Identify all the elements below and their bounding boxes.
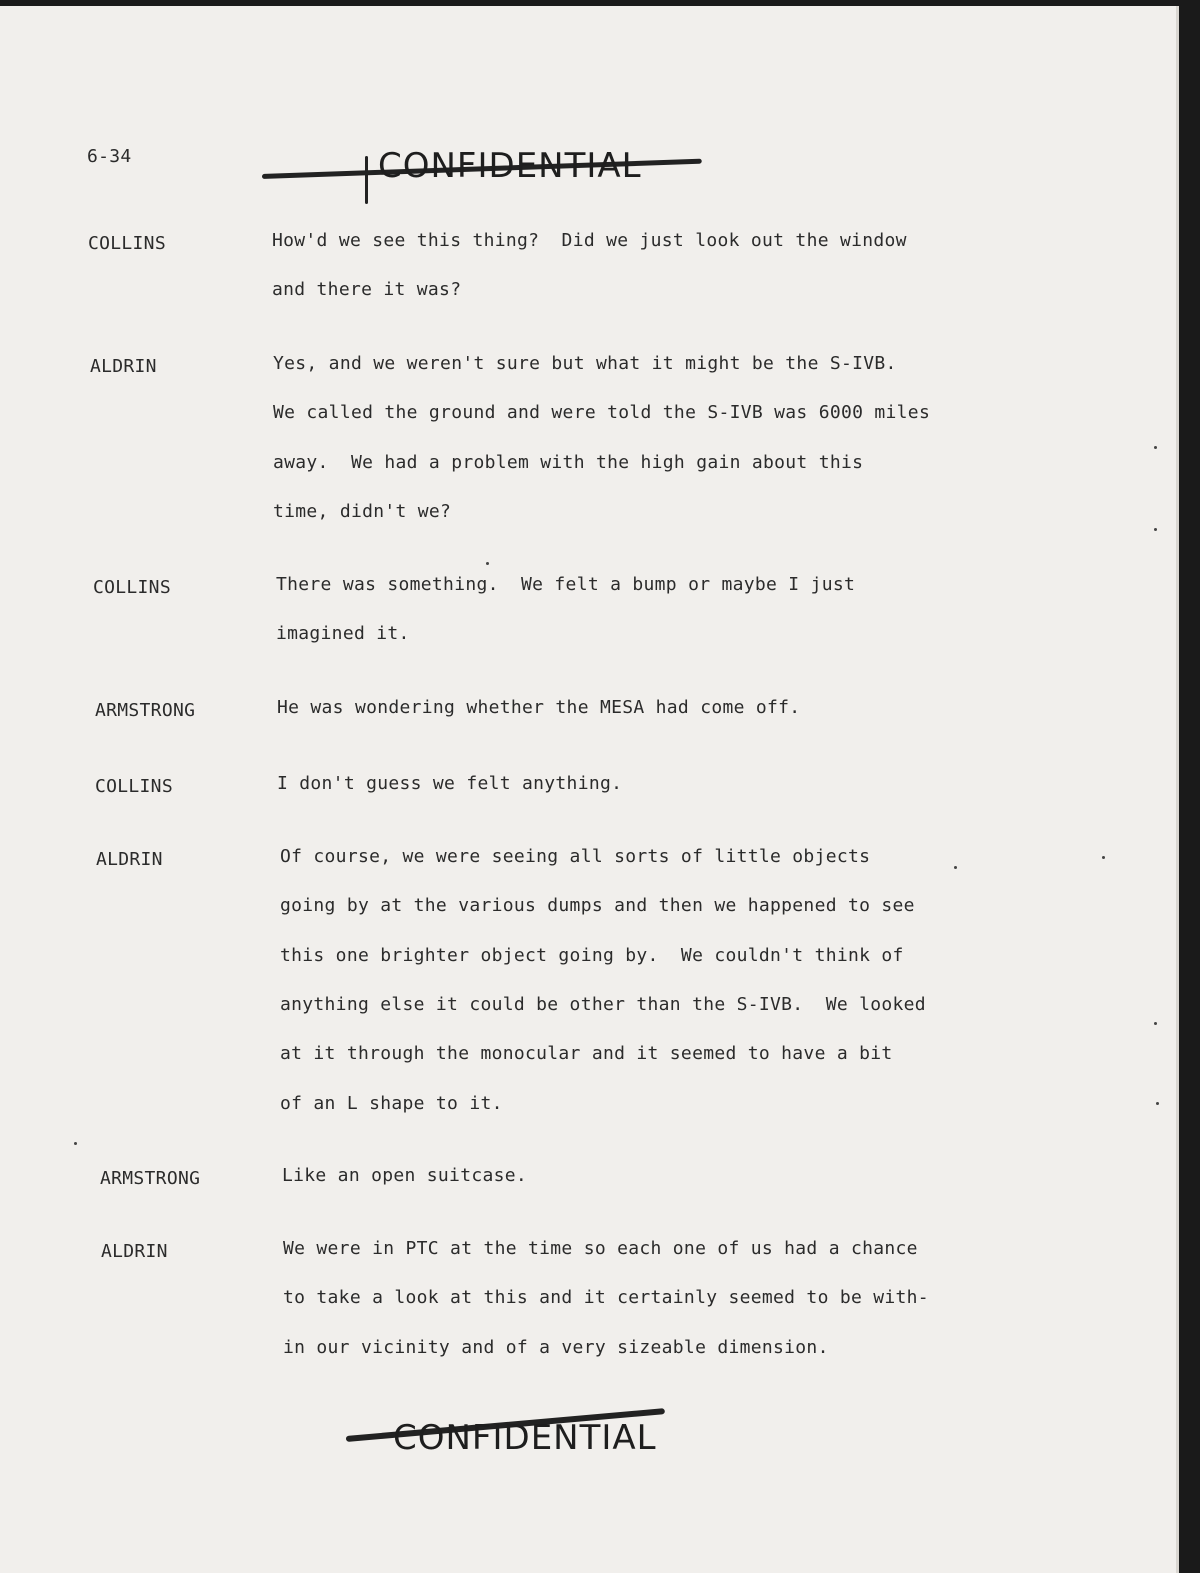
transcript-line: Of course, we were seeing all sorts of little objects (280, 846, 871, 867)
transcript-line: going by at the various dumps and then we happened to see (280, 895, 915, 917)
transcript-line: to take a look at this and it certainly seemed to be with- (283, 1287, 929, 1309)
speaker-label: COLLINS (88, 233, 166, 254)
transcript-line: He was wondering whether the MESA had come off. (277, 697, 801, 718)
paper-speck (1156, 1102, 1159, 1105)
confidential-stamp-bottom: CONFIDENTIAL (393, 1418, 657, 1458)
page-number: 6-34 (87, 146, 132, 167)
paper-speck (1154, 528, 1157, 531)
paper-speck (1154, 1022, 1157, 1025)
paper-speck (74, 1142, 77, 1145)
transcript-line: imagined it. (276, 623, 410, 645)
stamp-tick-top (365, 156, 368, 204)
transcript-line: this one brighter object going by. We couldn't think of (280, 944, 904, 966)
document-page (0, 6, 1179, 1573)
transcript-line: anything else it could be other than the S-IVB. We looked (280, 993, 926, 1015)
transcript-line: and there it was? (272, 279, 462, 301)
speaker-label: COLLINS (93, 577, 171, 598)
transcript-line: away. We had a problem with the high gain about this (273, 451, 864, 473)
paper-speck (486, 562, 489, 565)
speaker-label: ALDRIN (96, 849, 163, 870)
confidential-stamp-top: CONFIDENTIAL (378, 146, 642, 186)
transcript-line: in our vicinity and of a very sizeable dimension. (283, 1336, 829, 1358)
transcript-line: We were in PTC at the time so each one of us had a chance (283, 1238, 918, 1259)
transcript-line: We called the ground and were told the S-IVB was 6000 miles (273, 402, 931, 424)
transcript-line: at it through the monocular and it seemed to have a bit (280, 1043, 893, 1065)
transcript-line: time, didn't we? (273, 500, 452, 522)
speaker-label: COLLINS (95, 776, 173, 797)
speaker-label: ARMSTRONG (100, 1168, 201, 1189)
transcript-line: Yes, and we weren't sure but what it might be the S-IVB. (273, 353, 897, 374)
paper-speck (1102, 856, 1105, 859)
transcript-line: How'd we see this thing? Did we just look out the window (272, 230, 907, 251)
transcript-line: Like an open suitcase. (282, 1165, 528, 1186)
speaker-label: ARMSTRONG (95, 700, 196, 721)
speaker-label: ALDRIN (101, 1241, 168, 1262)
speaker-label: ALDRIN (90, 356, 157, 377)
transcript-line: There was something. We felt a bump or maybe I just (276, 574, 856, 595)
paper-speck (954, 866, 957, 869)
paper-speck (1154, 446, 1157, 449)
transcript-line: of an L shape to it. (280, 1092, 503, 1114)
transcript-line: I don't guess we felt anything. (277, 773, 623, 794)
